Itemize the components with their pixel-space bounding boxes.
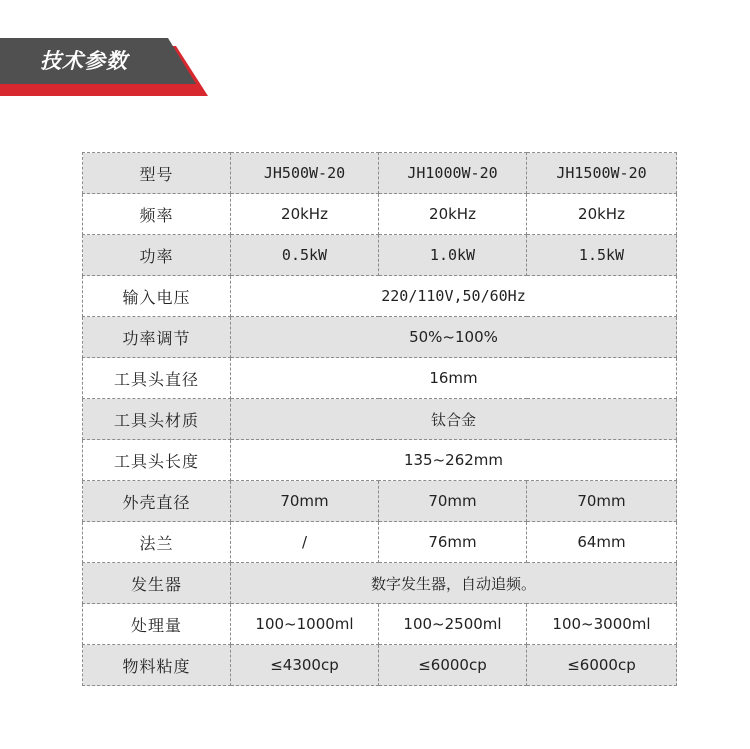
table-cell: 220/110V,50/60Hz	[231, 276, 677, 317]
table-cell: 20kHz	[527, 194, 677, 235]
table-cell: 70mm	[527, 481, 677, 522]
table-cell: 16mm	[231, 358, 677, 399]
spec-table	[82, 152, 677, 686]
row-label: 物料粘度	[83, 645, 231, 686]
row-label: 法兰	[83, 522, 231, 563]
table-cell: 50%~100%	[231, 317, 677, 358]
table-cell: 1.0kW	[379, 235, 527, 276]
row-label: 功率调节	[83, 317, 231, 358]
table-cell: 钛合金	[231, 399, 677, 440]
row-label: 发生器	[83, 563, 231, 604]
model-name: JH500W-20	[231, 153, 379, 194]
table-row	[83, 194, 677, 235]
table-cell: ≤4300cp	[231, 645, 379, 686]
table-row	[83, 481, 677, 522]
table-cell: 70mm	[379, 481, 527, 522]
table-row	[83, 563, 677, 604]
table-cell: 数字发生器，自动追频。	[231, 563, 677, 604]
model-name: JH1000W-20	[379, 153, 527, 194]
table-cell: 70mm	[231, 481, 379, 522]
table-row	[83, 522, 677, 563]
row-label: 外壳直径	[83, 481, 231, 522]
table-cell: 20kHz	[379, 194, 527, 235]
table-cell: 1.5kW	[527, 235, 677, 276]
table-row	[83, 440, 677, 481]
section-banner	[0, 38, 210, 96]
table-cell: 100~1000ml	[231, 604, 379, 645]
table-cell: 100~3000ml	[527, 604, 677, 645]
table-cell: 64mm	[527, 522, 677, 563]
table-row	[83, 645, 677, 686]
model-name: JH1500W-20	[527, 153, 677, 194]
row-label: 工具头直径	[83, 358, 231, 399]
section-title: 技术参数	[40, 49, 128, 73]
table-cell: /	[231, 522, 379, 563]
table-cell: ≤6000cp	[527, 645, 677, 686]
row-label: 工具头材质	[83, 399, 231, 440]
table-row	[83, 358, 677, 399]
row-label: 型号	[83, 153, 231, 194]
row-label: 输入电压	[83, 276, 231, 317]
row-label: 频率	[83, 194, 231, 235]
table-cell: ≤6000cp	[379, 645, 527, 686]
row-label: 工具头长度	[83, 440, 231, 481]
table-row	[83, 276, 677, 317]
table-cell: 20kHz	[231, 194, 379, 235]
row-label: 处理量	[83, 604, 231, 645]
table-row	[83, 235, 677, 276]
table-row	[83, 399, 677, 440]
table-row	[83, 604, 677, 645]
table-cell: 135~262mm	[231, 440, 677, 481]
table-cell: 100~2500ml	[379, 604, 527, 645]
table-cell: 76mm	[379, 522, 527, 563]
table-row	[83, 153, 677, 194]
row-label: 功率	[83, 235, 231, 276]
table-cell: 0.5kW	[231, 235, 379, 276]
table-row	[83, 317, 677, 358]
